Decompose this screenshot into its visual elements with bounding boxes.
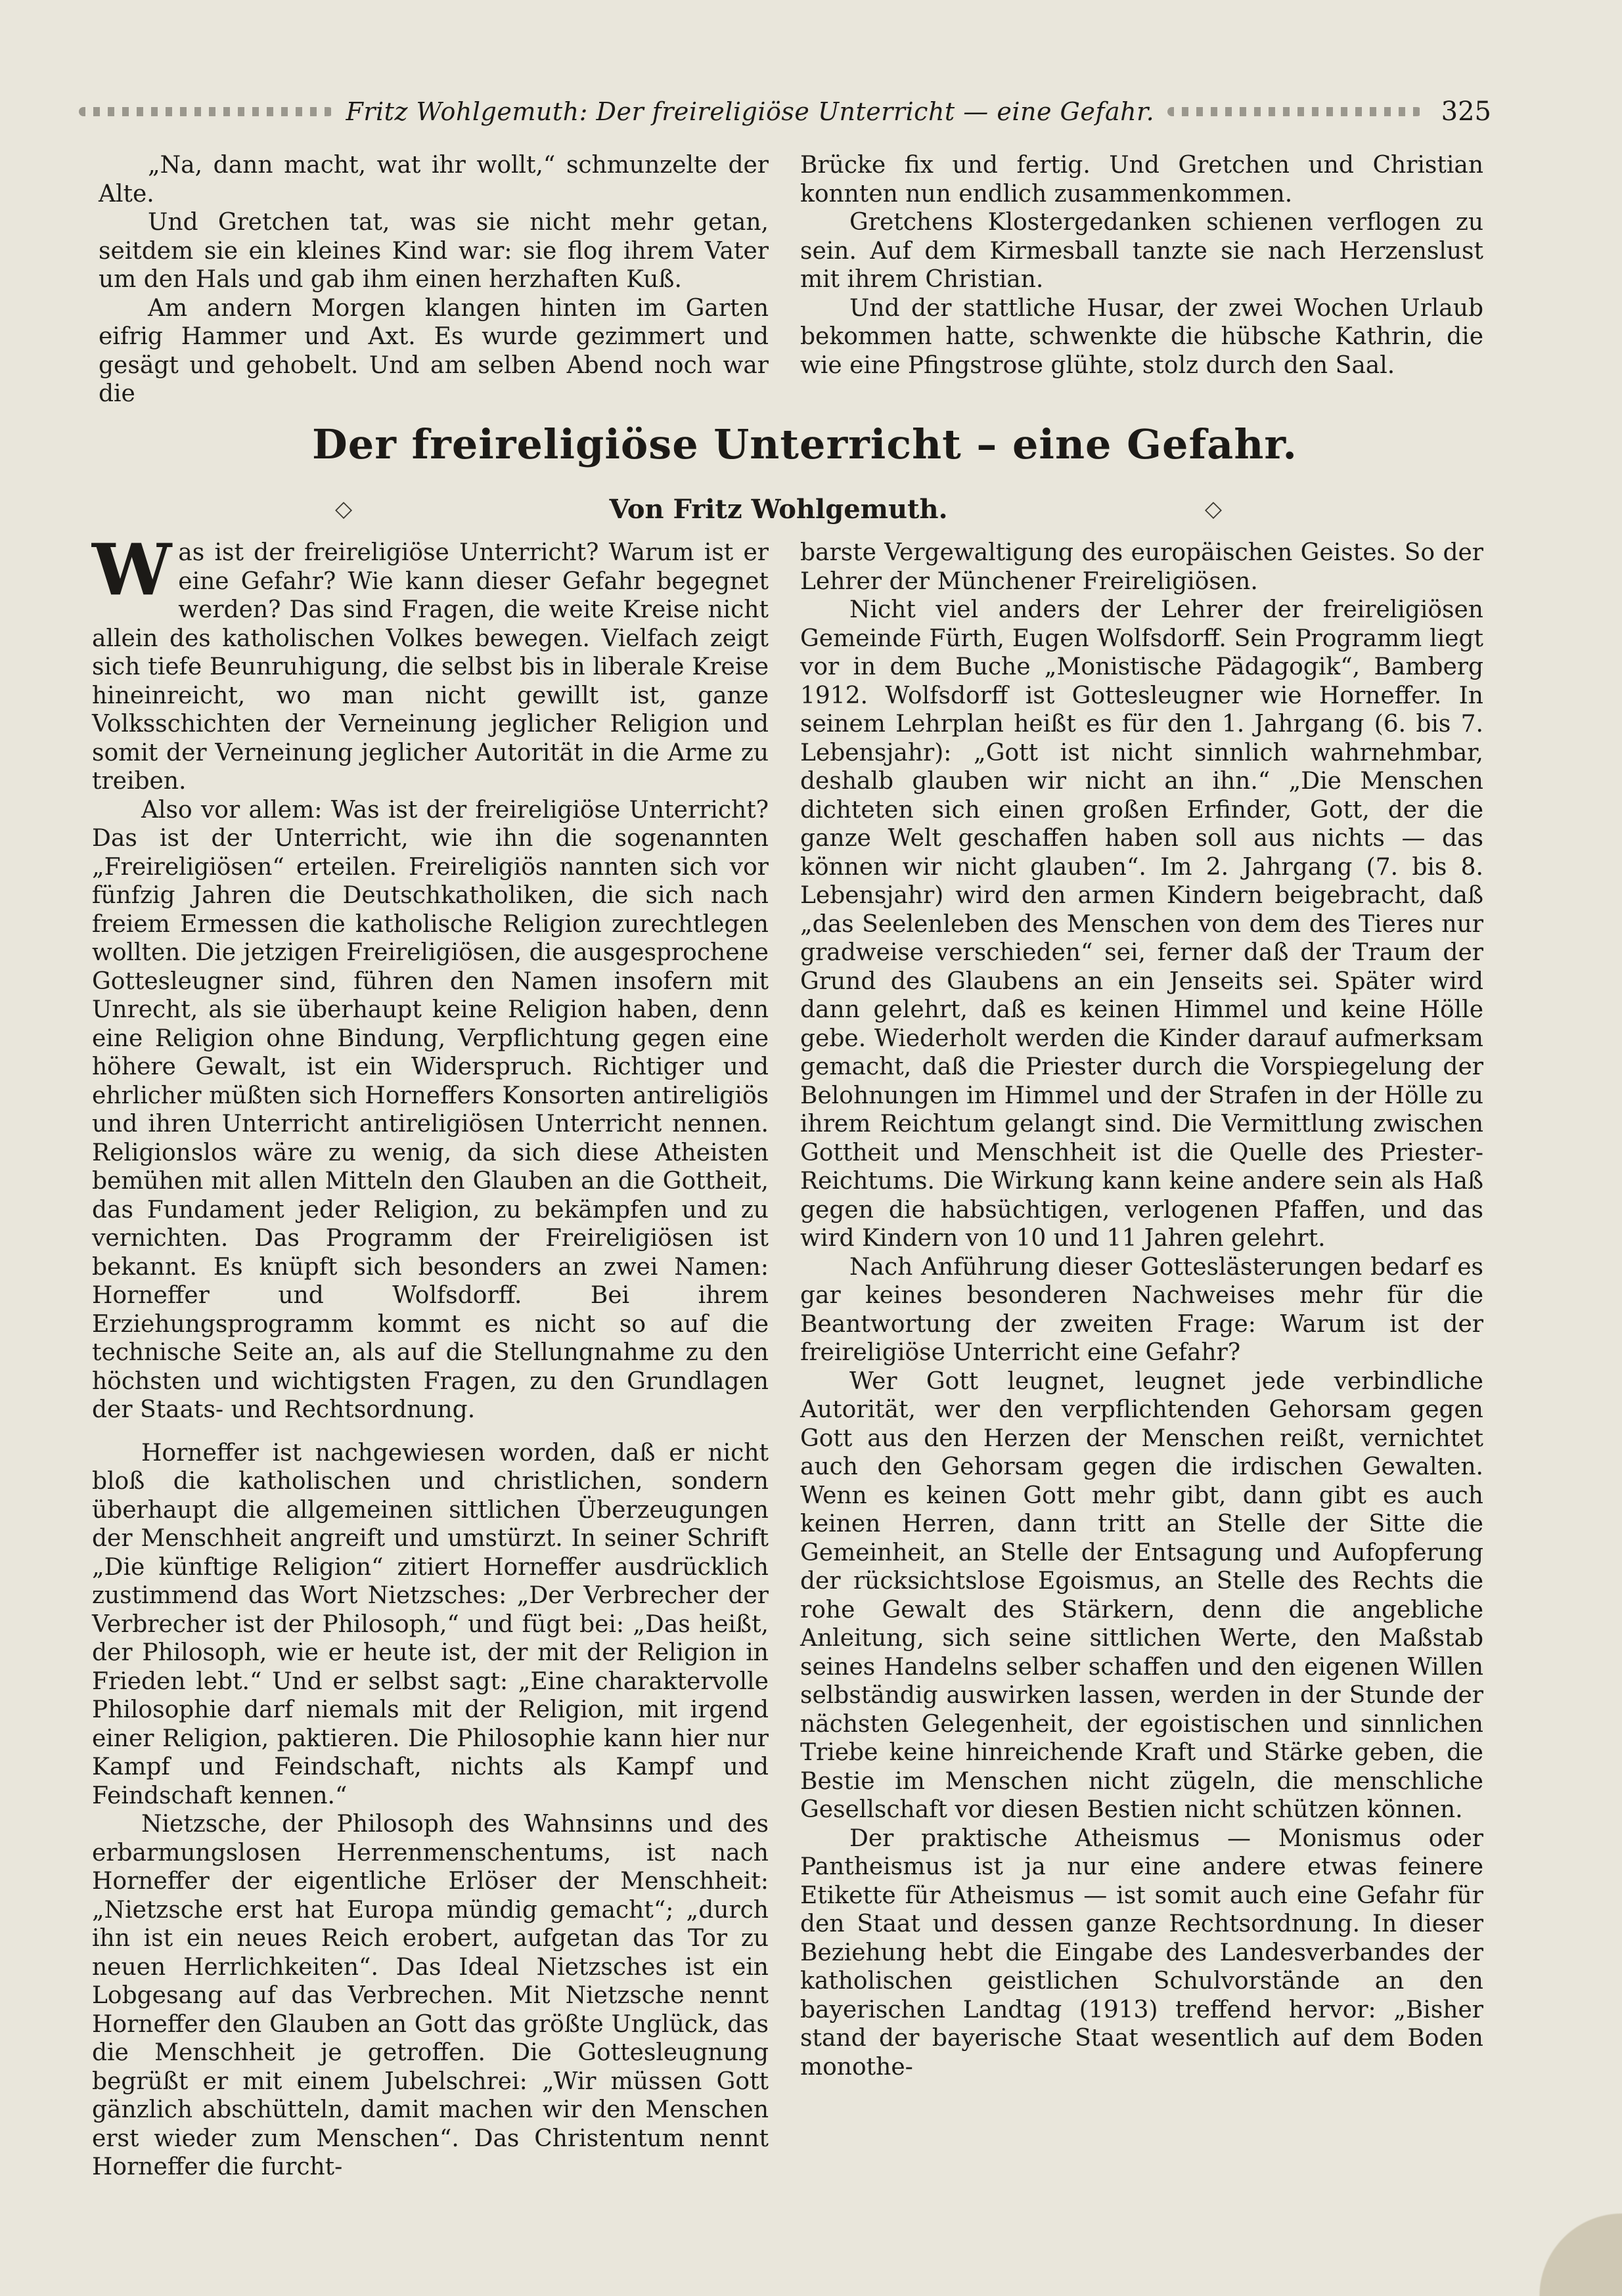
drop-cap: W xyxy=(92,529,172,611)
story-end-left-column xyxy=(99,151,769,408)
paragraph: Nicht viel anders der Lehrer der freireligiösen Gemeinde Fürth, Eugen Wolfsdorff. Sein Programm liegt vor in dem Buche „Monistische Pädagogik“, Bamberg 1912. Wolfsdorff ist Gottesleugner wie Horneffer. In seinem Lehrplan heißt es für den 1. Jahrgang (6. bis 7. Lebensjahr): „Gott ist nicht sinnlich wahrnehmbar, deshalb glauben wir nicht an ihn.“ „Die Menschen dichteten sich einen großen Erfinder, Gott, der die ganze Welt geschaffen haben soll aus nichts — das können wir nicht glauben“. Im 2. Jahrgang (7. bis 8. Lebensjahr) wird den armen Kindern beigebracht, daß „das Seelenleben des Menschen von dem des Tieres nur gradweise verschieden“ sei, ferner daß der Traum der Grund des Glaubens an ein Jenseits sei. Später wird dann gelehrt, daß es keinen Himmel und keine Hölle gebe. Wiederholt werden die Kinder darauf aufmerksam gemacht, daß die Priester durch die Vorspiegelung der Belohnungen im Himmel und der Strafen in der Hölle zu ihrem Reichtum gelangt sind. Die Vermittlung zwischen Gottheit und Menschheit ist die Quelle des Priester-Reichtums. Die Wirkung kann keine andere sein als Haß gegen die habsüchtigen, verlogenen Pfaffen, und das wird Kindern von 10 und 11 Jahren gelehrt. xyxy=(800,596,1483,1252)
paragraph: Und der stattliche Husar, der zwei Wochen Urlaub bekommen hatte, schwenkte die hübsche Kathrin, die wie eine Pfingstrose glühte, stolz durch den Saal. xyxy=(800,294,1483,379)
ornament-right xyxy=(1167,107,1422,116)
running-head-title: Fritz Wohlgemuth: Der freireligiöse Unterricht — eine Gefahr. xyxy=(346,97,1155,126)
paragraph: Horneffer ist nachgewiesen worden, daß er nicht bloß die katholischen und christlichen, sondern überhaupt die allgemeinen sittlichen Überzeugungen der Menschheit angreift und umstürzt. In seiner Schrift „Die künftige Religion“ zitiert Horneffer ausdrücklich zustimmend das Wort Nietzsches: „Der Verbrecher der Verbrecher ist der Philosoph,“ und fügt bei: „Das heißt, der Philosoph, wie er heute ist, der mit der Religion in Frieden lebt.“ Und er selbst sagt: „Eine charaktervolle Philosophie darf niemals mit der Religion, mit irgend einer Religion, paktieren. Die Philosophie kann hier nur Kampf und Feindschaft, nichts als Kampf und Feindschaft kennen.“ xyxy=(92,1439,769,1809)
diamond-ornament-icon: ◇ xyxy=(335,496,353,522)
article-right-column xyxy=(800,539,1483,2081)
running-head xyxy=(79,92,1491,131)
paragraph: Der praktische Atheismus — Monismus oder Pantheismus ist ja nur eine andere etwas feinere Etikette für Atheismus — ist somit auch eine Gefahr für den Staat und dessen ganze Rechtsordnung. In dieser Beziehung hebt die Eingabe des Landesverbandes der katholischen geistlichen Schulvorstände an den bayerischen Landtag (1913) treffend hervor: „Bisher stand der bayerische Staat wesentlich auf dem Boden monothe- xyxy=(800,1824,1483,2081)
page-number: 325 xyxy=(1441,97,1492,127)
paragraph: Und Gretchen tat, was sie nicht mehr getan, seitdem sie ein kleines Kind war: sie flog ihrem Vater um den Hals und gab ihm einen herzhaften Kuß. xyxy=(99,209,769,293)
paragraph: Gretchens Klostergedanken schienen verflogen zu sein. Auf dem Kirmesball tanzte sie nach Herzenslust mit ihrem Christian. xyxy=(800,209,1483,293)
byline: Von Fritz Wohlgemuth. xyxy=(609,493,948,525)
paragraph: Brücke fix und fertig. Und Gretchen und Christian konnten nun endlich zusammenkommen. xyxy=(800,152,1483,208)
paragraph: Nach Anführung dieser Gotteslästerungen bedarf es gar keines besonderen Nachweises mehr für die Beantwortung der zweiten Frage: Warum ist der freireligiöse Unterricht eine Gefahr? xyxy=(800,1253,1483,1366)
paragraph: barste Vergewaltigung des europäischen Geistes. So der Lehrer der Münchener Freireligiösen. xyxy=(800,539,1483,595)
article-left-column xyxy=(92,529,769,2182)
ornament-left xyxy=(79,107,333,116)
article-title: Der freireligiöse Unterricht – eine Gefahr. xyxy=(312,420,1297,468)
paragraph: „Na, dann macht, wat ihr wollt,“ schmunzelte der Alte. xyxy=(99,152,769,208)
story-end-right-column xyxy=(800,151,1483,380)
diamond-ornament-icon: ◇ xyxy=(1204,496,1222,522)
page-corner-stain xyxy=(1517,2191,1622,2296)
paragraph-text: as ist der freireligiöse Unterricht? Warum ist er eine Gefahr? Wie kann dieser Gefahr begegnet werden? Das sind Fragen, die weite Kreise nicht allein des katholischen Volkes bewegen. Vielfach zeigt sich tiefe Beunruhigung, die selbst bis in liberale Kreise hineinreicht, wo man nicht gewillt ist, ganze Volksschichten der Verneinung jeglicher Religion und somit der Verneinung jeglicher Autorität in die Arme zu treiben. xyxy=(92,539,769,795)
paragraph: Nietzsche, der Philosoph des Wahnsinns und des erbarmungslosen Herrenmenschentums, ist nach Horneffer der eigentliche Erlöser der Menschheit: „Nietzsche erst hat Europa mündig gemacht“; „durch ihn ist ein neues Reich erobert, aufgetan das Tor zu neuen Herrlichkeiten“. Das Ideal Nietzsches ist ein Lobgesang auf das Verbrechen. Mit Nietzsche nennt Horneffer den Glauben an Gott das größte Unglück, das die Menschheit je getroffen. Die Gottesleugnung begrüßt er mit einem Jubelschrei: „Wir müssen Gott gänzlich abschütteln, damit machen wir den Menschen erst wieder zum Menschen“. Das Christentum nennt Horneffer die furcht- xyxy=(92,1811,769,2180)
paragraph xyxy=(92,529,769,796)
paragraph: Also vor allem: Was ist der freireligiöse Unterricht? Das ist der Unterricht, wie ihn die sogenannten „Freireligiösen“ erteilen. Freireligiös nannten sich vor fünfzig Jahren die Deutschkatholiken, die sich nach freiem Ermessen die katholische Religion zurechtlegen wollten. Die jetzigen Freireligiösen, die ausgesprochene Gottesleugner sind, führen den Namen insofern mit Unrecht, als sie überhaupt keine Religion haben, denn eine Religion ohne Bindung, Verpflichtung gegen eine höhere Gewalt, ist ein Widerspruch. Richtiger und ehrlicher müßten sich Horneffers Konsorten antireligiös und ihren Unterricht antireligiösen Unterricht nennen. Religionslos wäre zu wenig, da sich diese Atheisten bemühen mit allen Mitteln den Glauben an die Gottheit, das Fundament jeder Religion, zu bekämpfen und zu vernichten. Das Programm der Freireligiösen ist bekannt. Es knüpft sich besonders an zwei Namen: Horneffer und Wolfsdorff. Bei ihrem Erziehungsprogramm kommt es nicht so auf die technische Seite an, als auf die Stellungnahme zu den höchsten und wichtigsten Fragen, zu den Grundlagen der Staats- und Rechtsordnung. xyxy=(92,796,769,1423)
paragraph: Am andern Morgen klangen hinten im Garten eifrig Hammer und Axt. Es wurde gezimmert und gesägt und gehobelt. Und am selben Abend noch war die xyxy=(99,294,769,407)
byline-row xyxy=(335,489,1222,529)
paragraph: Wer Gott leugnet, leugnet jede verbindliche Autorität, wer den verpflichtenden Gehorsam gegen Gott aus den Herzen der Menschen reißt, vernichtet auch den Gehorsam gegen die irdischen Gewalten. Wenn es keinen Gott mehr gibt, dann gibt es auch keinen Herren, dann tritt an Stelle der Sitte die Gemeinheit, an Stelle der Entsagung und Aufopferung der rücksichtslose Egoismus, an Stelle des Rechts die rohe Gewalt des Stärkern, denn die angebliche Anleitung, sich seine sittlichen Werte, den Maßstab seines Handelns selber schaffen und den eigenen Willen selbständig auswirken lassen, werden in der Stunde der nächsten Gelegenheit, der egoistischen und sinnlichen Triebe keine hinreichende Kraft und Stärke geben, die Bestie im Menschen nicht zügeln, die menschliche Gesellschaft vor diesen Bestien nicht schützen können. xyxy=(800,1367,1483,1823)
